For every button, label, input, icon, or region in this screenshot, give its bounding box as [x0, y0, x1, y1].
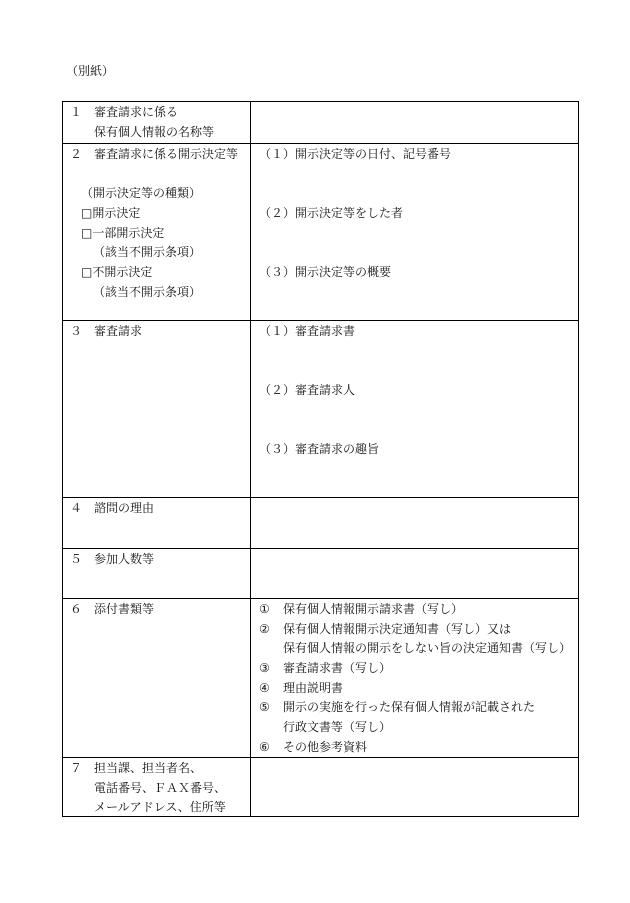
circled-number: ③	[259, 661, 270, 676]
attachment-label: （別紙）	[66, 64, 115, 78]
section-2-label-cell	[63, 144, 251, 321]
checkbox: □	[81, 206, 93, 221]
section-number: ２	[70, 147, 83, 161]
sub-item: （３）開示決定等の概要	[259, 265, 392, 280]
kind-label: 開示決定	[92, 206, 141, 221]
section-title: 添付書類等	[94, 602, 155, 616]
sub-item: （１）審査請求書	[259, 324, 356, 338]
section-title: 審査請求に係る開示決定等	[94, 147, 239, 161]
section-title: 審査請求	[94, 324, 143, 338]
section-3-label-cell	[63, 321, 251, 498]
circled-number: ②	[259, 621, 270, 636]
disclosure-kinds	[70, 184, 250, 302]
kind-label: 不開示決定	[92, 265, 153, 280]
section-title-continued: 電話番号、ＦＡＸ番号、	[94, 780, 227, 795]
sub-item: （２）審査請求人	[259, 383, 356, 398]
section-title: 審査請求に係る	[94, 105, 179, 119]
attachment-item	[259, 738, 578, 758]
section-6-label-cell	[63, 599, 251, 758]
attachment-item	[259, 600, 578, 620]
section-1-label-cell	[63, 102, 251, 144]
kind-label: 一部開示決定	[92, 225, 165, 240]
checkbox: □	[81, 225, 93, 240]
kind-note: （該当不開示条項）	[93, 284, 202, 299]
attachment-text: その他参考資料	[283, 739, 368, 754]
attachment-item	[259, 620, 578, 659]
kind-note: （該当不開示条項）	[93, 245, 202, 260]
section-title-continued: 保有個人情報の名称等	[94, 124, 215, 139]
section-title: 諮問の理由	[94, 501, 155, 515]
circled-number: ⑤	[259, 700, 270, 715]
inquiry-form-table	[62, 101, 579, 817]
section-7-value-cell	[251, 758, 579, 817]
attachment-text: 保有個人情報開示請求書（写し）	[283, 602, 464, 616]
circled-number: ⑥	[259, 739, 270, 754]
attachment-item	[259, 679, 578, 699]
section-number: １	[70, 105, 83, 119]
section-number: ３	[70, 324, 83, 338]
section-number: ６	[70, 602, 83, 616]
section-3-value-cell	[251, 321, 579, 498]
section-title: 担当課、担当者名、	[94, 761, 203, 775]
section-7-label-cell	[63, 758, 251, 817]
attachment-text: 行政文書等（写し）	[283, 720, 392, 735]
checkbox: □	[81, 265, 93, 280]
section-number: ５	[70, 552, 83, 566]
attachment-item	[259, 659, 578, 679]
section-2-value-cell	[251, 144, 579, 321]
kind-option-nondisclose	[81, 263, 250, 283]
section-4-label-cell	[63, 498, 251, 549]
section-5-label-cell	[63, 549, 251, 599]
attachment-text: 保有個人情報の開示をしない旨の決定通知書（写し）	[283, 641, 572, 656]
kind-option-partial	[81, 224, 250, 244]
kinds-heading: （開示決定等の種類）	[81, 186, 202, 201]
section-6-value-cell	[251, 599, 579, 758]
attachment-text: 理由説明書	[283, 680, 344, 695]
section-4-value-cell	[251, 498, 579, 549]
section-title-continued: メールアドレス、住所等	[94, 800, 226, 815]
circled-number: ④	[259, 680, 270, 695]
section-number: ７	[70, 761, 83, 775]
section-5-value-cell	[251, 549, 579, 599]
attachment-text: 開示の実施を行った保有個人情報が記載された	[283, 700, 536, 715]
attachment-text: 審査請求書（写し）	[283, 661, 392, 676]
section-number: ４	[70, 501, 83, 515]
sub-item: （１）開示決定等の日付、記号番号	[259, 147, 452, 161]
circled-number: ①	[259, 602, 270, 616]
section-1-value-cell	[251, 102, 579, 144]
section-title: 参加人数等	[94, 552, 155, 566]
kind-option-disclose	[81, 204, 250, 224]
attachment-item	[259, 698, 578, 737]
sub-item: （３）審査請求の趣旨	[259, 442, 380, 457]
sub-item: （２）開示決定等をした者	[259, 206, 404, 221]
attachment-text: 保有個人情報開示決定通知書（写し）又は	[283, 621, 512, 636]
